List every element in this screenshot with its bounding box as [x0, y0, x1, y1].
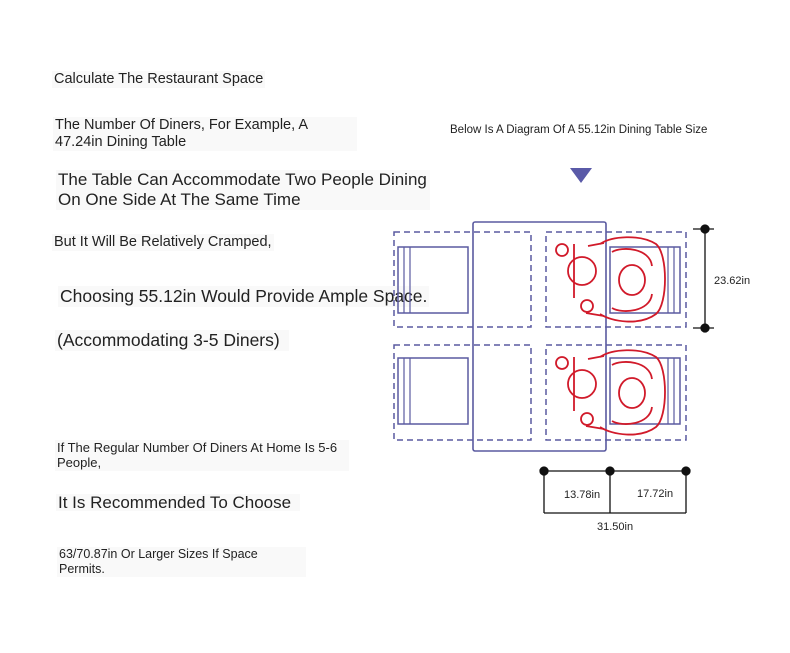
dining-table: [473, 222, 606, 451]
ample-space-text: Choosing 55.12in Would Provide Ample Space.: [60, 286, 428, 306]
chair-bottom-left: [394, 345, 531, 440]
seat-right-label: 17.72in: [637, 488, 674, 500]
down-arrow-icon: [570, 168, 592, 183]
recommended-text: It Is Recommended To Choose: [56, 494, 300, 511]
title-text: Calculate The Restaurant Space: [54, 71, 264, 87]
home-diners-text: If The Regular Number Of Diners At Home Is 5-6 People,: [55, 440, 349, 471]
seat-left-label: 13.78in: [564, 489, 601, 501]
depth-label: 23.62in: [714, 275, 751, 287]
total-width-label: 31.50in: [597, 521, 634, 533]
larger-sizes-text: 63/70.87in Or Larger Sizes If Space Permits.: [57, 547, 306, 577]
depth-dimension: [693, 225, 714, 332]
diners-range-text: (Accommodating 3-5 Diners): [55, 330, 289, 351]
cramped-text: But It Will Be Relatively Cramped,: [54, 234, 272, 250]
diagram-caption: Below Is A Diagram Of A 55.12in Dining Table Size: [450, 124, 708, 136]
diners-example-text: The Number Of Diners, For Example, A 47.24in Dining Table: [53, 117, 357, 151]
accommodate-text: The Table Can Accommodate Two People Dining On One Side At The Same Time: [56, 170, 430, 210]
chair-top-left: [394, 232, 531, 327]
